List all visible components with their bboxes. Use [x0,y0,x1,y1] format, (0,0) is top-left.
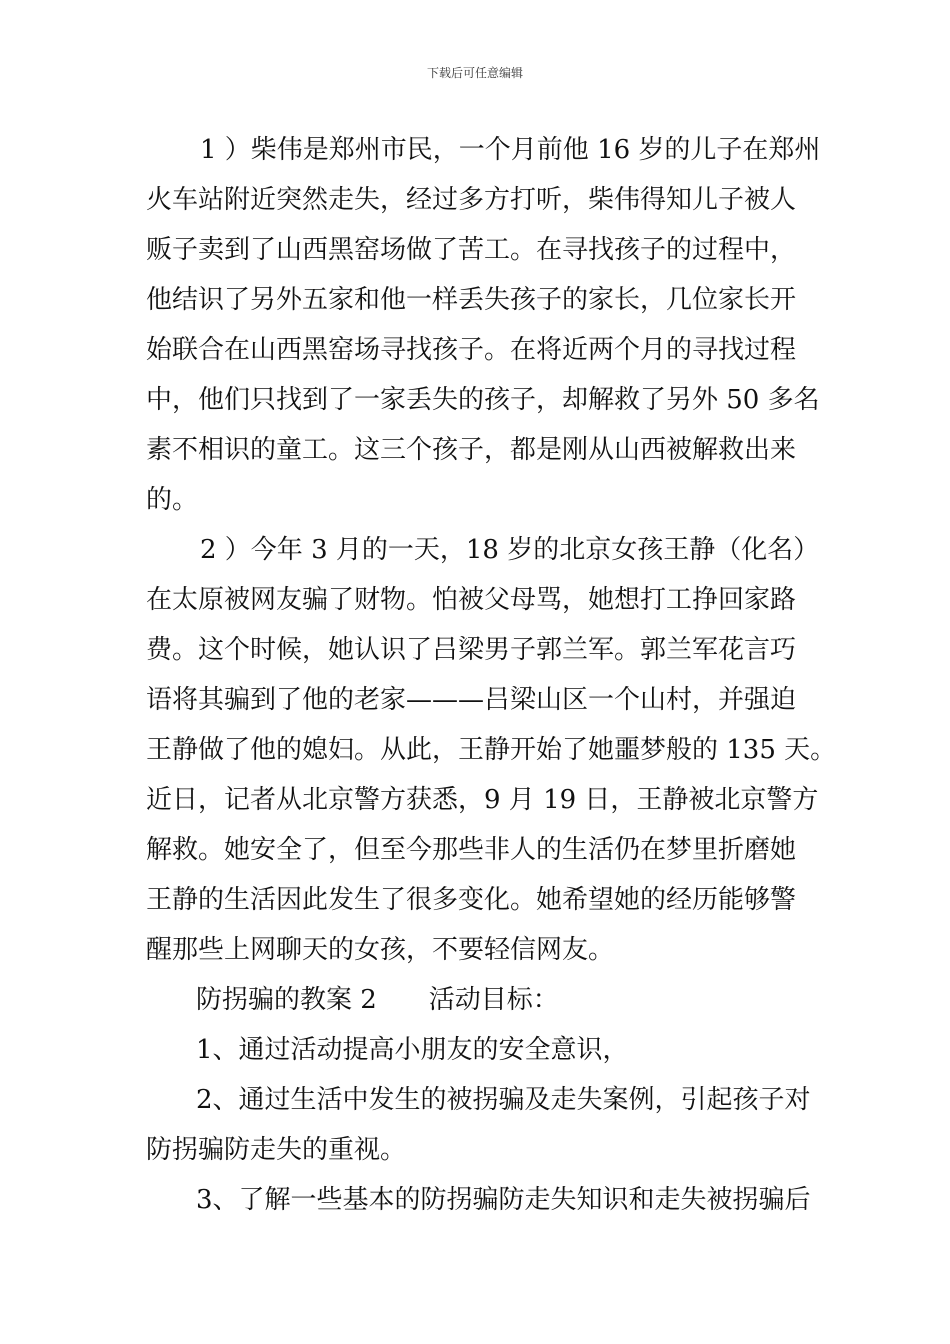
text-line: 2 ）今年 3 月的一天，18 岁的北京女孩王静（化名） [200,535,820,565]
text-line: 王静做了他的媳妇。从此，王静开始了她噩梦般的 135 天。 [146,735,837,765]
text-line: 火车站附近突然走失，经过多方打听，柴伟得知儿子被人 [146,185,797,215]
text-line: 语将其骗到了他的老家———吕梁山区一个山村，并强迫 [146,685,797,715]
text-line: 醒那些上网聊天的女孩，不要轻信网友。 [146,935,615,965]
text-line: 1、通过活动提高小朋友的安全意识， [196,1035,629,1065]
text-line: 3、了解一些基本的防拐骗防走失知识和走失被拐骗后 [196,1185,811,1215]
header-note: 下载后可任意编辑 [426,66,523,80]
text-line: 1 ）柴伟是郑州市民，一个月前他 16 岁的儿子在郑州 [200,135,821,165]
text-line: 近日，记者从北京警方获悉，9 月 19 日，王静被北京警方 [146,785,819,815]
text-line: 贩子卖到了山西黑窑场做了苦工。在寻找孩子的过程中， [146,235,797,265]
section-heading: 防拐骗的教案 2 活动目标： [196,985,559,1015]
text-line: 素不相识的童工。这三个孩子，都是刚从山西被解救出来 [146,435,797,465]
text-line: 2、通过生活中发生的被拐骗及走失案例，引起孩子对 [196,1085,811,1115]
text-line: 王静的生活因此发生了很多变化。她希望她的经历能够警 [146,885,797,915]
text-line: 费。这个时候，她认识了吕梁男子郭兰军。郭兰军花言巧 [146,635,797,665]
text-line: 他结识了另外五家和他一样丢失孩子的家长，几位家长开 [146,285,797,315]
text-line: 的。 [146,485,199,515]
text-line: 解救。她安全了，但至今那些非人的生活仍在梦里折磨她 [146,835,797,865]
text-line: 中，他们只找到了一家丢失的孩子，却解救了另外 50 多名 [146,385,820,415]
text-line: 防拐骗防走失的重视。 [146,1135,407,1165]
text-line: 在太原被网友骗了财物。怕被父母骂，她想打工挣回家路 [146,585,797,615]
text-line: 始联合在山西黑窑场寻找孩子。在将近两个月的寻找过程 [146,335,797,365]
